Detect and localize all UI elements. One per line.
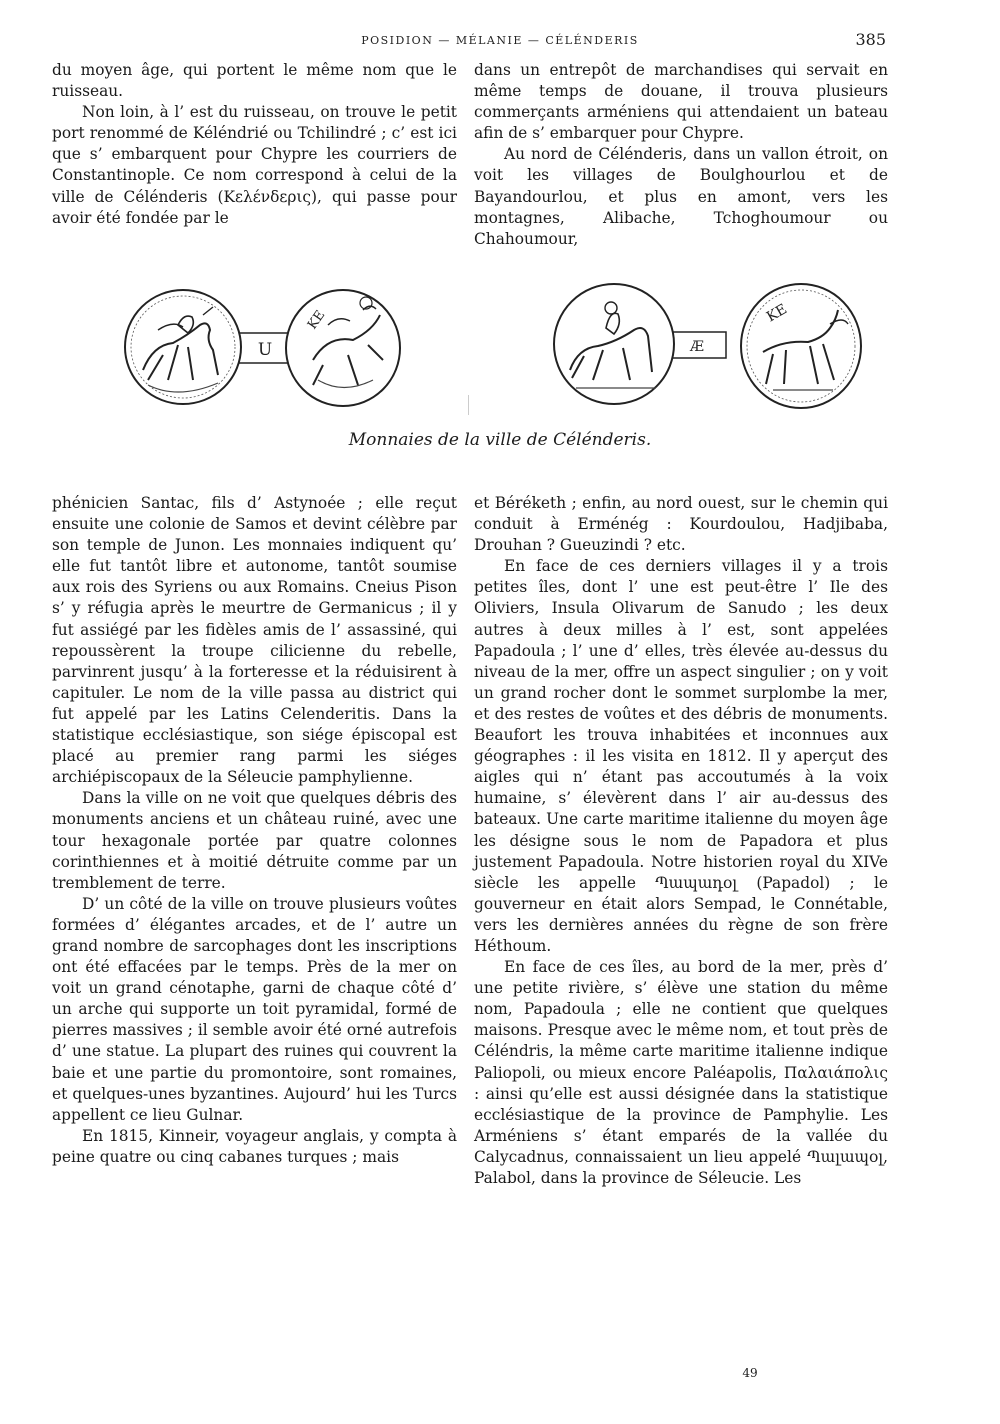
paragraph: du moyen âge, qui portent le même nom que le ruisseau. xyxy=(52,61,457,101)
coin-pair-left-drawing xyxy=(118,285,403,410)
paragraph: phénicien Santac, fils d’ Astynoée ; elle reçut ensuite une colonie de Samos et devint célèbre par son temple de Junon. Les monnaies indiquent qu’ elle fut tantôt libre et autonome, tantôt soumise aux rois des Syriens ou aux Romains. Cneius Pison s’ y réfugia après le meurtre de Germanicus ; il y fut assiégé par les fidèles amis de l’ assassiné, qui repoussèrent la troupe cilicienne du rebelle, parvinrent jusqu’ à la forteresse et la réduisirent à capituler. Le nom de la ville passa au district qui fut appelé par les Latins Celenderitis. Dans la statistique ecclésiastique, son siége épiscopal est placé au premier rang parmi les siéges archiépiscopaux de la Séleucie pamphylienne. xyxy=(52,494,457,787)
paragraph: En face de ces derniers villages il y a trois petites îles, dont l’ une est peut-être l’ Ile des Oliviers, Insula Olivarum de Sanudo ; les deux autres à deux milles à l’ est, sont appelées Papadoula ; l’ une d’ elles, très élevée au-dessus du niveau de la mer, offre un aspect singulier ; on y voit un grand rocher dont le sommet surplombe la mer, et des restes de voûtes et des débris de monuments. Beaufort les trouva inhabitées et inconnues aux géographes : il les visita en 1812. Il y aperçut des aigles qui n’ étant pas accoutumés à la voix humaine, s’ élevèrent dans l’ air au-dessus des bateaux. Une carte maritime italienne du moyen âge les désigne sous le nom de Papadora et plus justement Papadoula. Notre historien royal du XIVe siècle les appelle Պապադօլ (Papadol) ; le gouverneur en était alors Sempad, le Connétable, vers les dernières années du règne de son frère Héthoum. xyxy=(474,557,888,955)
coin-left-mark: U xyxy=(257,340,273,360)
paragraph: D’ un côté de la ville on trouve plusieurs voûtes formées d’ élégantes arcades, et de l’ autre un grand nombre de sarcophages dont les inscriptions ont été effacées par le temps. Près de la mer on voit un grand cénotaphe, garni de chaque côté d’ un arche qui supporte un toit pyramidal, formé de pierres massives ; il semble avoir été orné autrefois d’ une statue. La plupart des ruines qui couvrent la baie et une partie du promontoire, sont romaines, et quelques-unes byzantines. Aujourd’ hui les Turcs appellent ce lieu Gulnar. xyxy=(52,894,457,1124)
coin-illustration-left xyxy=(118,285,403,410)
figure-caption: Monnaies de la ville de Célénderis. xyxy=(348,430,652,450)
paragraph: Au nord de Célénderis, dans un vallon étroit, on voit les villages de Boulghourlou et de Bayandourlou, et plus en amont, vers les montagnes, Alibache, Tchoghoumour ou Chahoumour, xyxy=(474,145,888,248)
running-head: POSIDION — MÉLANIE — CÉLÉNDERIS xyxy=(361,34,639,47)
coin-right-legend: KE xyxy=(764,301,790,326)
paragraph: dans un entrepôt de marchandises qui servait en même temps de douane, il trouva plusieurs commerçants arméniens qui attendaient un bateau afin de s’ embarquer pour Chypre. xyxy=(474,61,888,143)
paragraph: En face de ces îles, au bord de la mer, près d’ une petite rivière, s’ élève une station du même nom, Papadoula ; elle ne contient que quelques maisons. Presque avec le même nom, et tout près de Céléndris, la même carte maritime italienne indique Paliopoli, ou mieux encore Paléapolis, Παλαιάπολις : ainsi qu’elle est aussi désignée dans la statistique ecclésiastique de la province de Pamphylie. Les Arméniens s’ étant emparés de la vallée du Calycadnus, connaissaient un lieu appelé Պալապօլ, Palabol, dans la province de Séleucie. Les xyxy=(474,958,888,1187)
signature-mark: 49 xyxy=(742,1366,758,1380)
paragraph: Dans la ville on ne voit que quelques débris des monuments anciens et un château ruiné, avec une tour hexagonale portée par quatre colonnes corinthiennes et à moitié détruite comme par un tremblement de terre. xyxy=(52,789,457,892)
paragraph: et Béréketh ; enfin, au nord ouest, sur le chemin qui conduit à Erménég : Kourdoulou, Hadjibaba, Drouhan ? Gueuzindi ? etc. xyxy=(474,494,888,555)
column-top-right xyxy=(474,60,888,250)
separator xyxy=(468,395,469,415)
paragraph: En 1815, Kinneir, voyageur anglais, y compta à peine quatre ou cinq cabanes turques ; mais xyxy=(52,1126,457,1166)
page-number: 385 xyxy=(855,30,886,49)
column-bottom-left xyxy=(52,493,457,1168)
column-top-left xyxy=(52,60,457,229)
coin-right-mark: Æ xyxy=(689,339,705,355)
coin-illustration-right xyxy=(548,280,863,410)
coin-left-legend: KE xyxy=(304,307,329,333)
paragraph: Non loin, à l’ est du ruisseau, on trouve le petit port renommé de Kéléndrié ou Tchilindré ; c’ est ici que s’ embarquent pour Chypre les courriers de Constantinople. Ce nom correspond à celui de la ville de Célénderis (Κελένδερις), qui passe pour avoir été fondée par le xyxy=(52,103,457,227)
coin-pair-right-drawing xyxy=(548,280,863,410)
column-bottom-right xyxy=(474,493,888,1189)
